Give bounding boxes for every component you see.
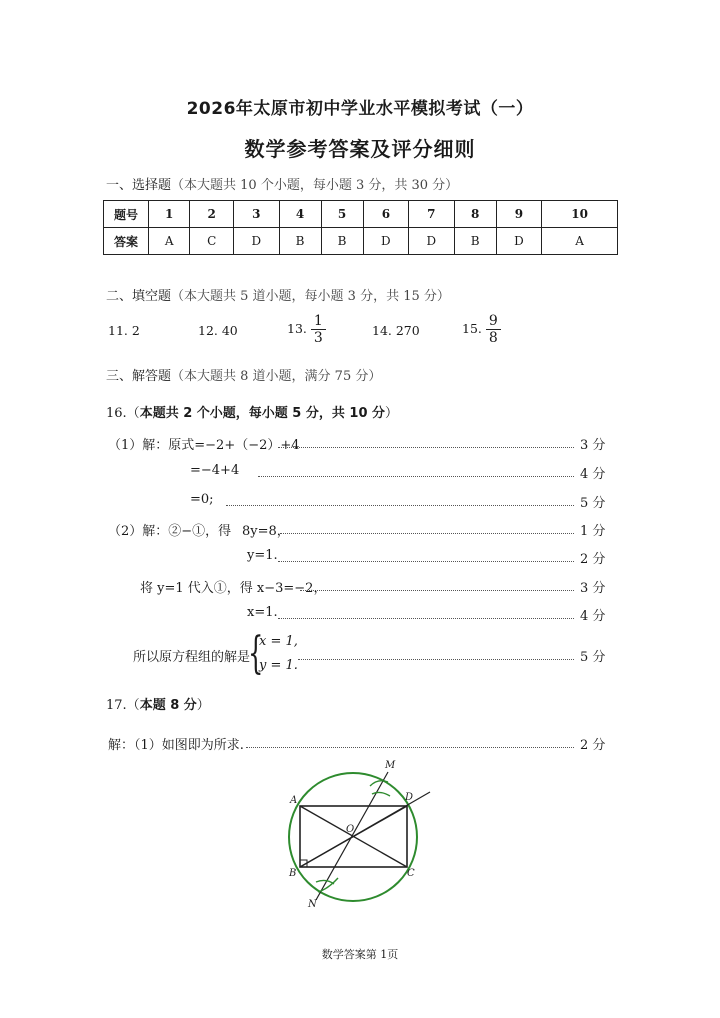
dotted-leader bbox=[278, 618, 574, 619]
table-cell: 5 bbox=[321, 201, 363, 228]
score: 1 分 bbox=[580, 524, 606, 539]
fraction bbox=[486, 313, 501, 346]
table-cell: 8 bbox=[454, 201, 496, 228]
q16-points: 本题共 2 个小题，每小题 5 分，共 10 分 bbox=[139, 406, 386, 421]
dotted-leader bbox=[300, 590, 574, 591]
q16-step: 8y=8， bbox=[242, 524, 290, 539]
answer-11: 11. 2 bbox=[108, 323, 140, 338]
solution-x: x = 1, bbox=[259, 634, 298, 649]
score: 2 分 bbox=[580, 738, 606, 753]
q16-step: =0; bbox=[190, 492, 214, 507]
q16-step: （2）解：②−①，得 bbox=[108, 524, 232, 539]
point-label: A bbox=[290, 795, 298, 806]
q16-header bbox=[106, 402, 398, 421]
answer-15 bbox=[462, 313, 501, 346]
section3-note: （本大题共 8 道小题，满分 75 分） bbox=[171, 369, 382, 384]
section3-title: 三、解答题 bbox=[106, 369, 172, 384]
section3-heading bbox=[106, 365, 381, 384]
section1-title: 一、选择题 bbox=[106, 178, 172, 193]
section2-heading bbox=[106, 285, 450, 304]
fraction-numerator: 9 bbox=[486, 313, 501, 330]
point-label: M bbox=[385, 760, 396, 771]
point-label: N bbox=[308, 899, 317, 910]
point-label: C bbox=[407, 868, 415, 879]
table-cell: D bbox=[496, 228, 541, 255]
table-cell: C bbox=[190, 228, 234, 255]
section2-title: 二、填空题 bbox=[106, 289, 172, 304]
score: 3 分 bbox=[580, 438, 606, 453]
geometry-figure bbox=[280, 752, 440, 912]
q17-points: 本题 8 分 bbox=[139, 698, 197, 713]
table-cell: 2 bbox=[190, 201, 234, 228]
section1-heading bbox=[106, 174, 458, 193]
score: 2 分 bbox=[580, 552, 606, 567]
point-label: O bbox=[346, 824, 355, 835]
solution-y: y = 1. bbox=[259, 658, 298, 673]
table-cell: 9 bbox=[496, 201, 541, 228]
answer-row bbox=[104, 228, 618, 255]
q17-close: ） bbox=[196, 698, 210, 713]
table-cell: 6 bbox=[363, 201, 408, 228]
table-cell: 7 bbox=[409, 201, 454, 228]
q16-number: 16.（ bbox=[106, 406, 140, 421]
q16-step: 将 y=1 代入①，得 x−3=−2， bbox=[140, 581, 327, 596]
dotted-leader bbox=[258, 476, 574, 477]
fraction bbox=[311, 313, 326, 346]
score: 5 分 bbox=[580, 496, 606, 511]
table-cell: 10 bbox=[542, 201, 618, 228]
q16-step: y=1. bbox=[247, 548, 278, 563]
table-cell: 3 bbox=[234, 201, 279, 228]
dotted-leader bbox=[278, 447, 574, 448]
score: 5 分 bbox=[580, 650, 606, 665]
answer-12: 12. 40 bbox=[198, 323, 238, 338]
q16-close: ） bbox=[385, 406, 399, 421]
table-cell: A bbox=[149, 228, 190, 255]
answer-14: 14. 270 bbox=[372, 323, 420, 338]
answer-table bbox=[103, 200, 618, 255]
answer-label: 答案 bbox=[104, 228, 149, 255]
page-footer: 数学答案第 1页 bbox=[321, 948, 399, 961]
question-number-row bbox=[104, 201, 618, 228]
section1-note: （本大题共 10 个小题，每小题 3 分，共 30 分） bbox=[171, 178, 459, 193]
dotted-leader bbox=[280, 533, 574, 534]
document-title: 数学参考答案及评分细则 bbox=[244, 137, 476, 161]
table-cell: D bbox=[409, 228, 454, 255]
table-cell: 4 bbox=[279, 201, 321, 228]
fraction-denominator: 8 bbox=[488, 330, 498, 346]
system-brace: { bbox=[248, 628, 264, 679]
table-cell: B bbox=[321, 228, 363, 255]
section2-note: （本大题共 5 道小题，每小题 3 分，共 15 分） bbox=[171, 289, 450, 304]
table-cell: B bbox=[454, 228, 496, 255]
table-cell: B bbox=[279, 228, 321, 255]
score: 3 分 bbox=[580, 581, 606, 596]
table-cell: D bbox=[234, 228, 279, 255]
extension-line-bd bbox=[300, 792, 430, 867]
q16-step: （1）解：原式=−2+（−2）+4 bbox=[108, 438, 300, 453]
q17-number: 17.（ bbox=[106, 698, 140, 713]
fraction-numerator: 1 bbox=[311, 313, 326, 330]
q17-header bbox=[106, 694, 210, 713]
table-cell: D bbox=[363, 228, 408, 255]
answer-15-label: 15. bbox=[462, 321, 482, 336]
exam-title: 2026年太原市初中学业水平模拟考试（一） bbox=[186, 99, 534, 119]
q16-step: x=1. bbox=[247, 605, 278, 620]
table-cell: A bbox=[542, 228, 618, 255]
point-label: B bbox=[289, 868, 297, 879]
dotted-leader bbox=[298, 659, 574, 660]
point-label: D bbox=[405, 792, 414, 803]
fraction-denominator: 3 bbox=[313, 330, 323, 346]
q17-step: 解：（1）如图即为所求. bbox=[108, 738, 244, 753]
answer-13-label: 13. bbox=[287, 321, 307, 336]
score: 4 分 bbox=[580, 467, 606, 482]
dotted-leader bbox=[226, 505, 574, 506]
score: 4 分 bbox=[580, 609, 606, 624]
question-number-label: 题号 bbox=[104, 201, 149, 228]
construction-arc bbox=[370, 781, 388, 786]
answer-13 bbox=[287, 313, 326, 346]
q16-conclusion: 所以原方程组的解是 bbox=[133, 650, 251, 665]
dotted-leader bbox=[246, 747, 574, 748]
table-cell: 1 bbox=[149, 201, 190, 228]
dotted-leader bbox=[278, 561, 574, 562]
q16-step: =−4+4 bbox=[190, 463, 240, 478]
